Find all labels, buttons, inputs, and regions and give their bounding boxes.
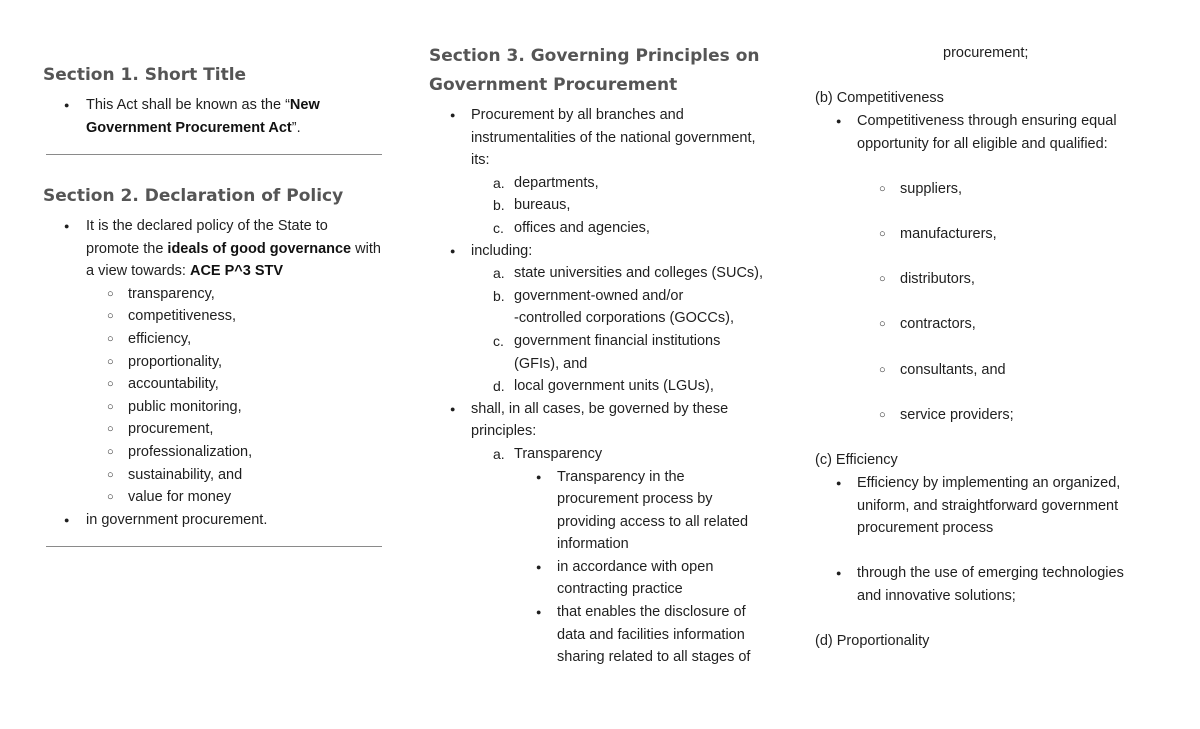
point-text: procurement process by (557, 491, 713, 508)
entity-text: (GFIs), and (514, 355, 588, 372)
list-marker: b. (493, 197, 505, 214)
principle-text: efficiency, (128, 330, 192, 347)
proportionality-label: (d) Proportionality (815, 633, 930, 649)
intro-line: its: (471, 152, 490, 169)
section2-item (43, 215, 388, 531)
list-item (557, 601, 789, 669)
point-text: that enables the disclosure of (557, 604, 746, 621)
party-text: manufacturers, (900, 226, 997, 242)
section1-item (43, 94, 383, 139)
list-item (493, 194, 789, 217)
list-item (128, 418, 388, 441)
transparency-label: Transparency (514, 445, 603, 462)
section2-line1: It is the declared policy of the State to (86, 218, 328, 234)
section1-heading: Section 1. Short Title (43, 65, 247, 85)
list-item (429, 104, 789, 172)
entities-list (429, 262, 789, 398)
competitiveness-item (815, 110, 1160, 155)
section-divider (46, 154, 382, 155)
list-item (900, 178, 962, 201)
list-marker: a. (493, 445, 505, 462)
list-item (128, 486, 388, 509)
point-text: providing access to all related (557, 513, 749, 530)
list-item (128, 396, 388, 419)
list-item (128, 283, 388, 306)
competitiveness-text: Competitiveness through ensuring equal (857, 113, 1117, 129)
party-text: distributors, (900, 271, 975, 287)
section2-ideals: ideals of good governance (167, 240, 352, 257)
party-text: suppliers, (900, 181, 963, 197)
list-item (493, 262, 789, 285)
transparency-points (429, 466, 789, 669)
transparency-item (429, 443, 789, 466)
branches-list (429, 172, 789, 240)
list-item (900, 313, 976, 336)
including-text: including: (471, 242, 533, 259)
competitiveness-label: (b) Competitiveness (815, 90, 944, 106)
section2-line3-before: a view towards: (86, 263, 190, 280)
principle-text: proportionality, (128, 353, 223, 370)
list-item (429, 240, 789, 263)
section-divider (46, 546, 382, 547)
list-item (900, 359, 1006, 382)
section3-heading-line1: Section 3. Governing Principles on (429, 46, 760, 66)
list-item (128, 305, 388, 328)
efficiency-text: through the use of emerging technologies (857, 565, 1124, 581)
efficiency-text: and innovative solutions; (857, 587, 1016, 604)
principle-text: value for money (128, 489, 232, 506)
shall-text: shall, in all cases, be governed by these (471, 400, 729, 417)
principle-text: competitiveness, (128, 308, 236, 325)
principle-text: transparency, (128, 285, 215, 302)
list-item (493, 172, 789, 195)
branch-text: bureaus, (514, 197, 571, 214)
entity-text: state universities and colleges (SUCs), (514, 265, 764, 282)
list-item (493, 217, 789, 240)
principle-text: professionalization, (128, 443, 253, 460)
list-marker: b. (493, 287, 505, 304)
section2-line2-before: promote the (86, 240, 168, 257)
entity-text: government-owned and/or (514, 287, 684, 304)
point-text: data and facilities information (557, 626, 745, 643)
list-item (128, 373, 388, 396)
list-item (900, 223, 997, 246)
point-text: information (557, 536, 629, 553)
section3-body (429, 104, 789, 669)
section1-act-name-1: New (289, 97, 320, 113)
list-item (493, 330, 789, 375)
list-item (128, 464, 388, 487)
party-text: service providers; (900, 407, 1014, 423)
shall-text: principles: (471, 423, 537, 440)
party-text: consultants, and (900, 362, 1006, 378)
list-item (557, 466, 789, 556)
intro-line: instrumentalities of the national government, (471, 129, 756, 146)
list-item (493, 285, 789, 330)
closing-text: in government procurement. (86, 511, 268, 528)
principle-text: public monitoring, (128, 398, 242, 415)
efficiency-text: Efficiency by implementing an organized, (857, 475, 1121, 491)
list-item (429, 398, 789, 443)
efficiency-text: procurement process (857, 520, 994, 537)
efficiency-label: (c) Efficiency (815, 452, 898, 468)
intro-line: Procurement by all branches and (471, 107, 684, 123)
list-marker: a. (493, 174, 505, 191)
list-item (128, 441, 388, 464)
principle-text: accountability, (128, 376, 219, 393)
list-marker: d. (493, 378, 505, 395)
list-marker: c. (493, 332, 504, 349)
list-item (557, 556, 789, 601)
point-text: contracting practice (557, 581, 683, 598)
point-text: in accordance with open (557, 558, 714, 575)
section2-closing (43, 509, 388, 532)
list-marker: c. (493, 219, 504, 236)
point-text: sharing related to all stages of (557, 649, 751, 666)
section1-act-name-2: Government Procurement Act (86, 119, 292, 136)
section3-heading (429, 42, 789, 100)
section1-text-before: This Act shall be known as the “ (86, 97, 290, 113)
list-item (128, 351, 388, 374)
entity-text: local government units (LGUs), (514, 378, 714, 395)
list-item (900, 404, 1014, 427)
party-text: contractors, (900, 316, 976, 332)
section1-text-after: ”. (291, 119, 301, 136)
efficiency-text: uniform, and straightforward government (857, 497, 1119, 514)
point-text: Transparency in the (557, 468, 685, 485)
principle-text: procurement, (128, 421, 214, 438)
list-marker: a. (493, 265, 505, 282)
principles-list (43, 283, 388, 509)
efficiency-item (815, 472, 1160, 540)
list-item (900, 268, 975, 291)
section2-acronym: ACE P^3 STV (189, 263, 284, 280)
branch-text: departments, (514, 174, 599, 191)
section2-line2-after: with (351, 240, 381, 257)
competitiveness-text: opportunity for all eligible and qualified: (857, 135, 1108, 152)
entity-text: -controlled corporations (GOCCs), (514, 310, 734, 327)
entity-text: government financial institutions (514, 332, 721, 349)
list-item (493, 375, 789, 398)
section2-heading: Section 2. Declaration of Policy (43, 186, 344, 206)
continuation-text: procurement; (943, 45, 1029, 61)
principle-text: sustainability, and (128, 466, 243, 483)
branch-text: offices and agencies, (514, 219, 650, 236)
section3-heading-line2: Government Procurement (429, 75, 678, 95)
list-item (128, 328, 388, 351)
efficiency-item (815, 562, 1160, 607)
